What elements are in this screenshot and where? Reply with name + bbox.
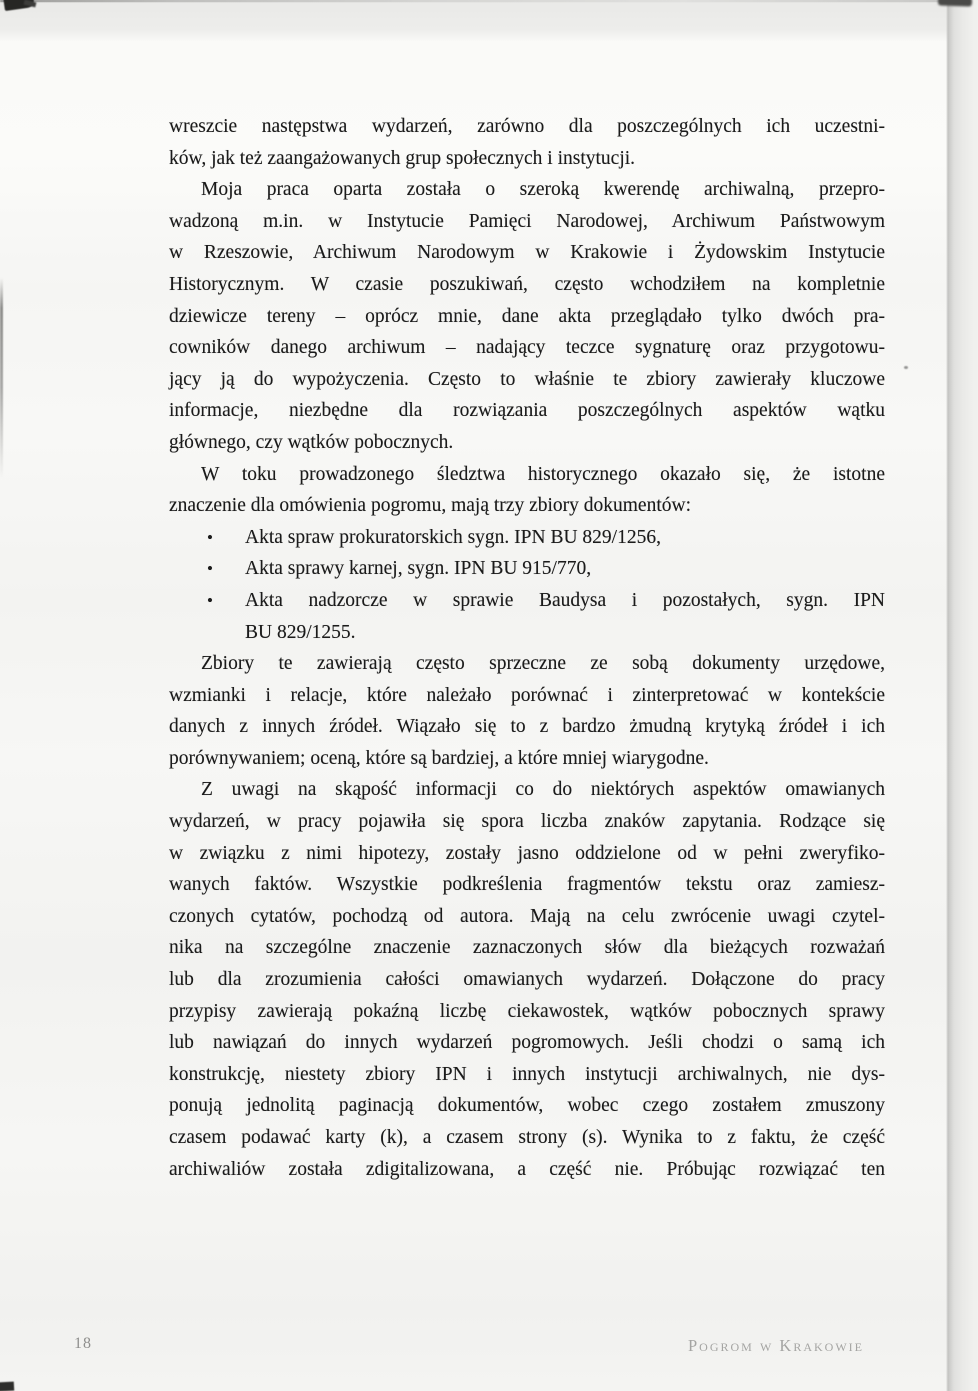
text-line: Akta nadzorcze w sprawie Baudysa i pozostałych, sygn. IPN [245,589,885,611]
text-line: w związku z nimi hipotezy, zostały jasno oddzielone od w pełni zweryfiko- [169,842,885,864]
text-line: ponują jednolitą paginacją dokumentów, wobec czego zostałem zmuszony [169,1095,885,1117]
text-line: danych z innych źródeł. Wiązało się to z bardzo żmudną krytyką źródeł i ich [169,716,885,738]
text-line: głównego, czy wątków pobocznych. [169,431,454,453]
text-line: wreszcie następstwa wydarzeń, zarówno dla poszczególnych ich uczestni- [169,116,885,137]
scan-artifact-margin-speck [904,366,908,369]
text-line: wanych faktów. Wszystkie podkreślenia fragmentów tekstu oraz zamiesz- [169,874,885,896]
text-line: wadzoną m.in. w Instytucie Pamięci Narodowej, Archiwum Państwowym [169,210,885,232]
bullet-icon: • [207,559,213,579]
bullet-icon: • [207,590,213,610]
text-line: Z uwagi na skąpość informacji co do niektórych aspektów omawianych [201,779,885,801]
text-line: jący ją do wypożyczenia. Często to właśnie te zbiory zawierały kluczowe [169,368,885,390]
text-line: czonych cytatów, pochodzą od autora. Mają na celu zwrócenie uwagi czytel- [169,905,885,927]
text-line: znaczenie dla omówienia pogromu, mają trzy zbiory dokumentów: [169,495,691,517]
bullet-item [169,522,885,554]
text-line: wydarzeń, w pracy pojawiła się spora liczba znaków zapytania. Rodzące się [169,811,885,833]
text-line: konstrukcję, niestety zbiory IPN i innych instytucji archiwalnych, nie dys- [169,1063,885,1085]
text-line: W toku prowadzonego śledztwa historycznego okazało się, że istotne [201,463,885,485]
text-line: lub nawiązań do innych wydarzeń pogromowych. Jeśli chodzi o samą ich [169,1032,885,1054]
text-line: Akta sprawy karnej, sygn. IPN BU 915/770, [245,558,592,580]
text-line: BU 829/1255. [245,621,356,643]
text-line: archiwaliów została zdigitalizowana, a część nie. Próbując rozwiązać ten [169,1158,885,1180]
scan-artifact-bottom-left-mark [0,1382,14,1391]
text-line: informacje, niezbędne dla rozwiązania poszczególnych aspektów wątku [169,400,885,422]
bullet-icon: • [207,527,213,547]
bullet-list [169,522,885,648]
text-line: wzmianki i relacje, które należało porównać i zinterpretować w kontekście [169,684,885,706]
text-line: ków, jak też zaangażowanych grup społecznych i instytucji. [169,147,636,169]
text-line: porównywaniem; oceną, które są bardziej, a które mniej wiarygodne. [169,747,709,769]
scan-artifact-left-binding-line [0,278,3,478]
text-line: czasem podawać karty (k), a czasem strony (s). Wynika to z faktu, że część [169,1127,885,1148]
paragraph-1 [169,111,885,174]
bullet-item [169,585,885,648]
scan-artifact-top-edge [0,0,978,2]
scan-artifact-top-left-mark [3,0,35,11]
text-line: lub dla zrozumienia całości omawianych wydarzeń. Dołączone do pracy [169,969,885,991]
text-line: Moja praca oparta została o szeroką kwerendę archiwalną, przepro- [201,179,885,201]
scan-artifact-top-left-mark-2 [24,0,37,7]
text-line: nika na szczególne znaczenie zaznaczonych słów dla bieżących rozważań [169,937,885,959]
text-line: cowników danego archiwum – nadający teczce sygnaturę oraz przygotowu- [169,337,885,359]
page-number: 18 [74,1335,92,1352]
text-line: w Rzeszowie, Archiwum Narodowym w Krakowie i Żydowskim Instytucie [169,242,885,264]
paragraph-5 [169,774,885,1185]
running-title: Pogrom w Krakowie [688,1336,864,1355]
text-line: Akta spraw prokuratorskich sygn. IPN BU 829/1256, [245,526,661,548]
bullet-item [169,553,885,585]
page-body [169,111,885,1185]
paragraph-2 [169,174,885,458]
scan-artifact-top-right-mark [938,0,972,7]
text-line: przypisy zawierają pokaźną liczbę ciekawostek, wątków pobocznych sprawy [169,1000,885,1022]
text-line: Zbiory te zawierają często sprzeczne ze sobą dokumenty urzędowe, [201,653,885,675]
paragraph-4 [169,648,885,774]
text-line: dziewicze tereny – oprócz mnie, dane akta przeglądało tylko dwóch pra- [169,305,885,327]
text-line: Historycznym. W czasie poszukiwań, często wchodziłem na kompletnie [169,273,885,295]
scan-artifact-page-edge-shadow [946,0,978,1391]
paragraph-3 [169,459,885,522]
